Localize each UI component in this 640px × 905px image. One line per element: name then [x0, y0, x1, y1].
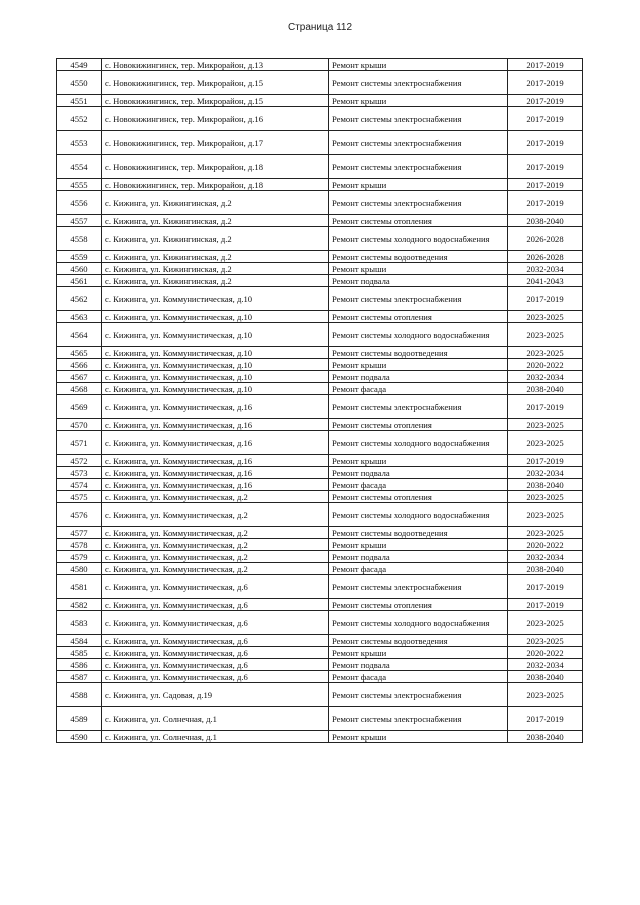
row-number-cell: 4564: [57, 323, 102, 347]
table-row: [57, 131, 583, 155]
row-number-cell: 4562: [57, 287, 102, 311]
work-type-cell: Ремонт системы электроснабжения: [329, 107, 508, 131]
row-number-cell: 4565: [57, 347, 102, 359]
row-number-cell: 4579: [57, 551, 102, 563]
row-number-cell: 4568: [57, 383, 102, 395]
address-cell: с. Новокижингинск, тер. Микрорайон, д.17: [102, 131, 329, 155]
row-number-cell: 4574: [57, 479, 102, 491]
work-type-cell: Ремонт системы отопления: [329, 419, 508, 431]
address-cell: с. Кижинга, ул. Коммунистическая, д.6: [102, 575, 329, 599]
work-type-cell: Ремонт системы электроснабжения: [329, 191, 508, 215]
work-type-cell: Ремонт системы электроснабжения: [329, 131, 508, 155]
table-row: [57, 491, 583, 503]
row-number-cell: 4572: [57, 455, 102, 467]
table-row: [57, 611, 583, 635]
row-number-cell: 4550: [57, 71, 102, 95]
period-cell: 2023-2025: [508, 431, 583, 455]
table-row: [57, 599, 583, 611]
work-type-cell: Ремонт системы холодного водоснабжения: [329, 323, 508, 347]
work-type-cell: Ремонт системы водоотведения: [329, 635, 508, 647]
period-cell: 2032-2034: [508, 263, 583, 275]
period-cell: 2017-2019: [508, 71, 583, 95]
address-cell: с. Кижинга, ул. Солнечная, д.1: [102, 707, 329, 731]
row-number-cell: 4557: [57, 215, 102, 227]
period-cell: 2032-2034: [508, 659, 583, 671]
row-number-cell: 4560: [57, 263, 102, 275]
period-cell: 2038-2040: [508, 671, 583, 683]
work-type-cell: Ремонт системы отопления: [329, 215, 508, 227]
address-cell: с. Кижинга, ул. Кижингинская, д.2: [102, 263, 329, 275]
address-cell: с. Кижинга, ул. Садовая, д.19: [102, 683, 329, 707]
row-number-cell: 4563: [57, 311, 102, 323]
table-row: [57, 179, 583, 191]
address-cell: с. Кижинга, ул. Коммунистическая, д.6: [102, 635, 329, 647]
address-cell: с. Кижинга, ул. Кижингинская, д.2: [102, 215, 329, 227]
address-cell: с. Кижинга, ул. Кижингинская, д.2: [102, 227, 329, 251]
table-row: [57, 311, 583, 323]
row-number-cell: 4584: [57, 635, 102, 647]
row-number-cell: 4556: [57, 191, 102, 215]
table-row: [57, 275, 583, 287]
address-cell: с. Кижинга, ул. Коммунистическая, д.10: [102, 323, 329, 347]
table-row: [57, 455, 583, 467]
table-row: [57, 263, 583, 275]
work-type-cell: Ремонт системы электроснабжения: [329, 395, 508, 419]
period-cell: 2017-2019: [508, 455, 583, 467]
work-type-cell: Ремонт фасада: [329, 563, 508, 575]
work-type-cell: Ремонт системы холодного водоснабжения: [329, 611, 508, 635]
period-cell: 2017-2019: [508, 191, 583, 215]
address-cell: с. Кижинга, ул. Коммунистическая, д.6: [102, 659, 329, 671]
row-number-cell: 4590: [57, 731, 102, 743]
row-number-cell: 4549: [57, 59, 102, 71]
table-row: [57, 215, 583, 227]
period-cell: 2017-2019: [508, 131, 583, 155]
table-body: [57, 59, 583, 743]
work-type-cell: Ремонт системы электроснабжения: [329, 575, 508, 599]
work-type-cell: Ремонт крыши: [329, 539, 508, 551]
period-cell: 2017-2019: [508, 95, 583, 107]
period-cell: 2017-2019: [508, 395, 583, 419]
row-number-cell: 4586: [57, 659, 102, 671]
period-cell: 2020-2022: [508, 359, 583, 371]
address-cell: с. Кижинга, ул. Коммунистическая, д.6: [102, 599, 329, 611]
address-cell: с. Кижинга, ул. Коммунистическая, д.16: [102, 419, 329, 431]
period-cell: 2017-2019: [508, 575, 583, 599]
address-cell: с. Кижинга, ул. Коммунистическая, д.2: [102, 527, 329, 539]
row-number-cell: 4580: [57, 563, 102, 575]
row-number-cell: 4552: [57, 107, 102, 131]
address-cell: с. Кижинга, ул. Коммунистическая, д.6: [102, 647, 329, 659]
table-row: [57, 635, 583, 647]
address-cell: с. Кижинга, ул. Коммунистическая, д.16: [102, 395, 329, 419]
row-number-cell: 4566: [57, 359, 102, 371]
table-row: [57, 155, 583, 179]
table-row: [57, 95, 583, 107]
work-type-cell: Ремонт крыши: [329, 179, 508, 191]
row-number-cell: 4582: [57, 599, 102, 611]
period-cell: 2023-2025: [508, 419, 583, 431]
row-number-cell: 4587: [57, 671, 102, 683]
period-cell: 2038-2040: [508, 479, 583, 491]
table-row: [57, 419, 583, 431]
table-row: [57, 251, 583, 263]
table-row: [57, 371, 583, 383]
row-number-cell: 4576: [57, 503, 102, 527]
period-cell: 2032-2034: [508, 371, 583, 383]
table-row: [57, 527, 583, 539]
address-cell: с. Кижинга, ул. Коммунистическая, д.10: [102, 347, 329, 359]
work-type-cell: Ремонт фасада: [329, 671, 508, 683]
table-row: [57, 71, 583, 95]
period-cell: 2017-2019: [508, 59, 583, 71]
period-cell: 2023-2025: [508, 527, 583, 539]
period-cell: 2017-2019: [508, 287, 583, 311]
period-cell: 2020-2022: [508, 539, 583, 551]
work-type-cell: Ремонт крыши: [329, 731, 508, 743]
work-type-cell: Ремонт подвала: [329, 275, 508, 287]
period-cell: 2026-2028: [508, 251, 583, 263]
table-row: [57, 647, 583, 659]
address-cell: с. Кижинга, ул. Солнечная, д.1: [102, 731, 329, 743]
period-cell: 2026-2028: [508, 227, 583, 251]
address-cell: с. Кижинга, ул. Коммунистическая, д.2: [102, 539, 329, 551]
row-number-cell: 4553: [57, 131, 102, 155]
address-cell: с. Кижинга, ул. Коммунистическая, д.6: [102, 671, 329, 683]
row-number-cell: 4567: [57, 371, 102, 383]
address-cell: с. Кижинга, ул. Коммунистическая, д.2: [102, 563, 329, 575]
work-type-cell: Ремонт подвала: [329, 659, 508, 671]
table-row: [57, 659, 583, 671]
table-row: [57, 383, 583, 395]
address-cell: с. Кижинга, ул. Коммунистическая, д.10: [102, 359, 329, 371]
work-type-cell: Ремонт системы отопления: [329, 599, 508, 611]
row-number-cell: 4589: [57, 707, 102, 731]
table-row: [57, 479, 583, 491]
address-cell: с. Кижинга, ул. Кижингинская, д.2: [102, 191, 329, 215]
table-row: [57, 539, 583, 551]
work-type-cell: Ремонт системы отопления: [329, 491, 508, 503]
work-type-cell: Ремонт крыши: [329, 455, 508, 467]
work-type-cell: Ремонт подвала: [329, 467, 508, 479]
address-cell: с. Кижинга, ул. Коммунистическая, д.10: [102, 311, 329, 323]
work-type-cell: Ремонт системы электроснабжения: [329, 683, 508, 707]
period-cell: 2038-2040: [508, 563, 583, 575]
work-type-cell: Ремонт системы холодного водоснабжения: [329, 503, 508, 527]
period-cell: 2032-2034: [508, 551, 583, 563]
address-cell: с. Кижинга, ул. Коммунистическая, д.16: [102, 455, 329, 467]
address-cell: с. Новокижингинск, тер. Микрорайон, д.18: [102, 155, 329, 179]
row-number-cell: 4573: [57, 467, 102, 479]
table-row: [57, 503, 583, 527]
address-cell: с. Кижинга, ул. Коммунистическая, д.2: [102, 491, 329, 503]
table-row: [57, 323, 583, 347]
row-number-cell: 4558: [57, 227, 102, 251]
period-cell: 2023-2025: [508, 311, 583, 323]
period-cell: 2041-2043: [508, 275, 583, 287]
address-cell: с. Новокижингинск, тер. Микрорайон, д.15: [102, 95, 329, 107]
period-cell: 2017-2019: [508, 179, 583, 191]
period-cell: 2038-2040: [508, 215, 583, 227]
work-type-cell: Ремонт крыши: [329, 263, 508, 275]
table-row: [57, 683, 583, 707]
work-type-cell: Ремонт подвала: [329, 371, 508, 383]
work-type-cell: Ремонт системы холодного водоснабжения: [329, 227, 508, 251]
work-type-cell: Ремонт фасада: [329, 479, 508, 491]
row-number-cell: 4555: [57, 179, 102, 191]
address-cell: с. Новокижингинск, тер. Микрорайон, д.16: [102, 107, 329, 131]
work-type-cell: Ремонт крыши: [329, 359, 508, 371]
table-row: [57, 551, 583, 563]
address-cell: с. Кижинга, ул. Коммунистическая, д.16: [102, 479, 329, 491]
repair-schedule-table: [56, 58, 583, 743]
table-row: [57, 575, 583, 599]
table-row: [57, 563, 583, 575]
period-cell: 2023-2025: [508, 323, 583, 347]
table-row: [57, 431, 583, 455]
work-type-cell: Ремонт системы водоотведения: [329, 251, 508, 263]
table-row: [57, 227, 583, 251]
row-number-cell: 4585: [57, 647, 102, 659]
row-number-cell: 4569: [57, 395, 102, 419]
period-cell: 2038-2040: [508, 383, 583, 395]
address-cell: с. Кижинга, ул. Кижингинская, д.2: [102, 275, 329, 287]
work-type-cell: Ремонт системы электроснабжения: [329, 155, 508, 179]
address-cell: с. Кижинга, ул. Коммунистическая, д.10: [102, 287, 329, 311]
address-cell: с. Кижинга, ул. Коммунистическая, д.16: [102, 467, 329, 479]
table-row: [57, 59, 583, 71]
address-cell: с. Кижинга, ул. Коммунистическая, д.10: [102, 371, 329, 383]
table-row: [57, 287, 583, 311]
table-row: [57, 731, 583, 743]
row-number-cell: 4578: [57, 539, 102, 551]
address-cell: с. Кижинга, ул. Коммунистическая, д.16: [102, 431, 329, 455]
row-number-cell: 4551: [57, 95, 102, 107]
table-row: [57, 191, 583, 215]
work-type-cell: Ремонт подвала: [329, 551, 508, 563]
period-cell: 2023-2025: [508, 635, 583, 647]
period-cell: 2032-2034: [508, 467, 583, 479]
row-number-cell: 4571: [57, 431, 102, 455]
row-number-cell: 4554: [57, 155, 102, 179]
table-row: [57, 107, 583, 131]
period-cell: 2020-2022: [508, 647, 583, 659]
row-number-cell: 4570: [57, 419, 102, 431]
address-cell: с. Новокижингинск, тер. Микрорайон, д.15: [102, 71, 329, 95]
table-row: [57, 359, 583, 371]
work-type-cell: Ремонт системы отопления: [329, 311, 508, 323]
work-type-cell: Ремонт системы водоотведения: [329, 347, 508, 359]
row-number-cell: 4581: [57, 575, 102, 599]
row-number-cell: 4559: [57, 251, 102, 263]
address-cell: с. Кижинга, ул. Коммунистическая, д.6: [102, 611, 329, 635]
period-cell: 2017-2019: [508, 155, 583, 179]
row-number-cell: 4575: [57, 491, 102, 503]
work-type-cell: Ремонт системы холодного водоснабжения: [329, 431, 508, 455]
work-type-cell: Ремонт крыши: [329, 59, 508, 71]
address-cell: с. Кижинга, ул. Коммунистическая, д.2: [102, 551, 329, 563]
period-cell: 2023-2025: [508, 503, 583, 527]
work-type-cell: Ремонт системы электроснабжения: [329, 71, 508, 95]
row-number-cell: 4588: [57, 683, 102, 707]
address-cell: с. Кижинга, ул. Кижингинская, д.2: [102, 251, 329, 263]
work-type-cell: Ремонт системы электроснабжения: [329, 287, 508, 311]
work-type-cell: Ремонт крыши: [329, 95, 508, 107]
period-cell: 2023-2025: [508, 611, 583, 635]
table-row: [57, 467, 583, 479]
table-row: [57, 395, 583, 419]
table-row: [57, 671, 583, 683]
period-cell: 2023-2025: [508, 683, 583, 707]
period-cell: 2023-2025: [508, 491, 583, 503]
work-type-cell: Ремонт системы электроснабжения: [329, 707, 508, 731]
address-cell: с. Кижинга, ул. Коммунистическая, д.10: [102, 383, 329, 395]
row-number-cell: 4561: [57, 275, 102, 287]
page-number-label: Страница 112: [287, 22, 353, 33]
address-cell: с. Кижинга, ул. Коммунистическая, д.2: [102, 503, 329, 527]
row-number-cell: 4583: [57, 611, 102, 635]
work-type-cell: Ремонт крыши: [329, 647, 508, 659]
period-cell: 2017-2019: [508, 107, 583, 131]
work-type-cell: Ремонт системы водоотведения: [329, 527, 508, 539]
work-type-cell: Ремонт фасада: [329, 383, 508, 395]
table-row: [57, 347, 583, 359]
period-cell: 2038-2040: [508, 731, 583, 743]
period-cell: 2017-2019: [508, 707, 583, 731]
address-cell: с. Новокижингинск, тер. Микрорайон, д.18: [102, 179, 329, 191]
row-number-cell: 4577: [57, 527, 102, 539]
address-cell: с. Новокижингинск, тер. Микрорайон, д.13: [102, 59, 329, 71]
period-cell: 2023-2025: [508, 347, 583, 359]
table-row: [57, 707, 583, 731]
period-cell: 2017-2019: [508, 599, 583, 611]
